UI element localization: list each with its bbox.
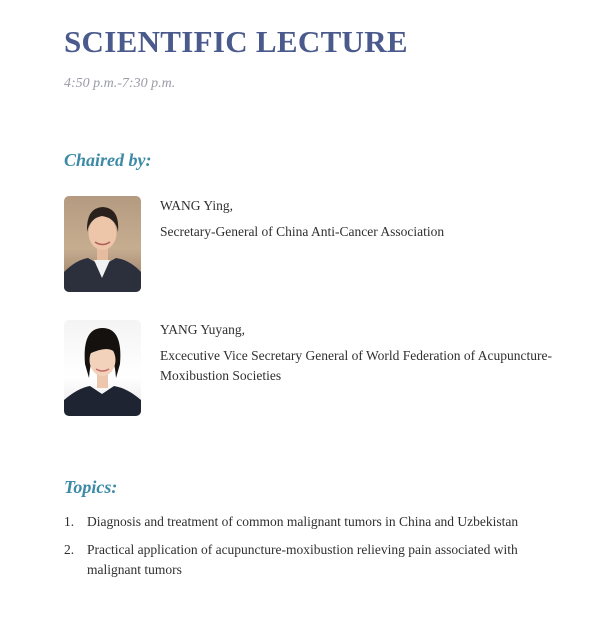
page-title: SCIENTIFIC LECTURE <box>64 24 408 59</box>
chair-photo <box>64 320 141 416</box>
chair-info <box>160 196 580 242</box>
topic-text: Practical application of acupuncture-moxibustion relieving pain associated with malignant tumors <box>87 542 518 577</box>
topic-number: 2. <box>64 542 75 557</box>
topic-number: 1. <box>64 514 75 529</box>
chair-photo <box>64 196 141 292</box>
chair-role: Excecutive Vice Secretary General of World Federation of Acupuncture-Moxibustion Societies <box>160 348 552 383</box>
chair-name: YANG Yuyang, <box>160 322 245 337</box>
lecture-time: 4:50 p.m.-7:30 p.m. <box>64 76 176 91</box>
chair-role: Secretary-General of China Anti-Cancer Association <box>160 224 445 239</box>
chair-info <box>160 320 580 386</box>
portrait-woman-icon <box>64 320 141 416</box>
portrait-woman-icon <box>64 196 141 292</box>
topic-item <box>64 540 534 580</box>
topics-list <box>64 512 534 588</box>
chaired-by-heading: Chaired by: <box>64 150 152 170</box>
topic-text: Diagnosis and treatment of common malignant tumors in China and Uzbekistan <box>87 514 519 529</box>
topics-heading: Topics: <box>64 477 118 497</box>
topic-item <box>64 512 534 532</box>
chair-name: WANG Ying, <box>160 198 233 213</box>
